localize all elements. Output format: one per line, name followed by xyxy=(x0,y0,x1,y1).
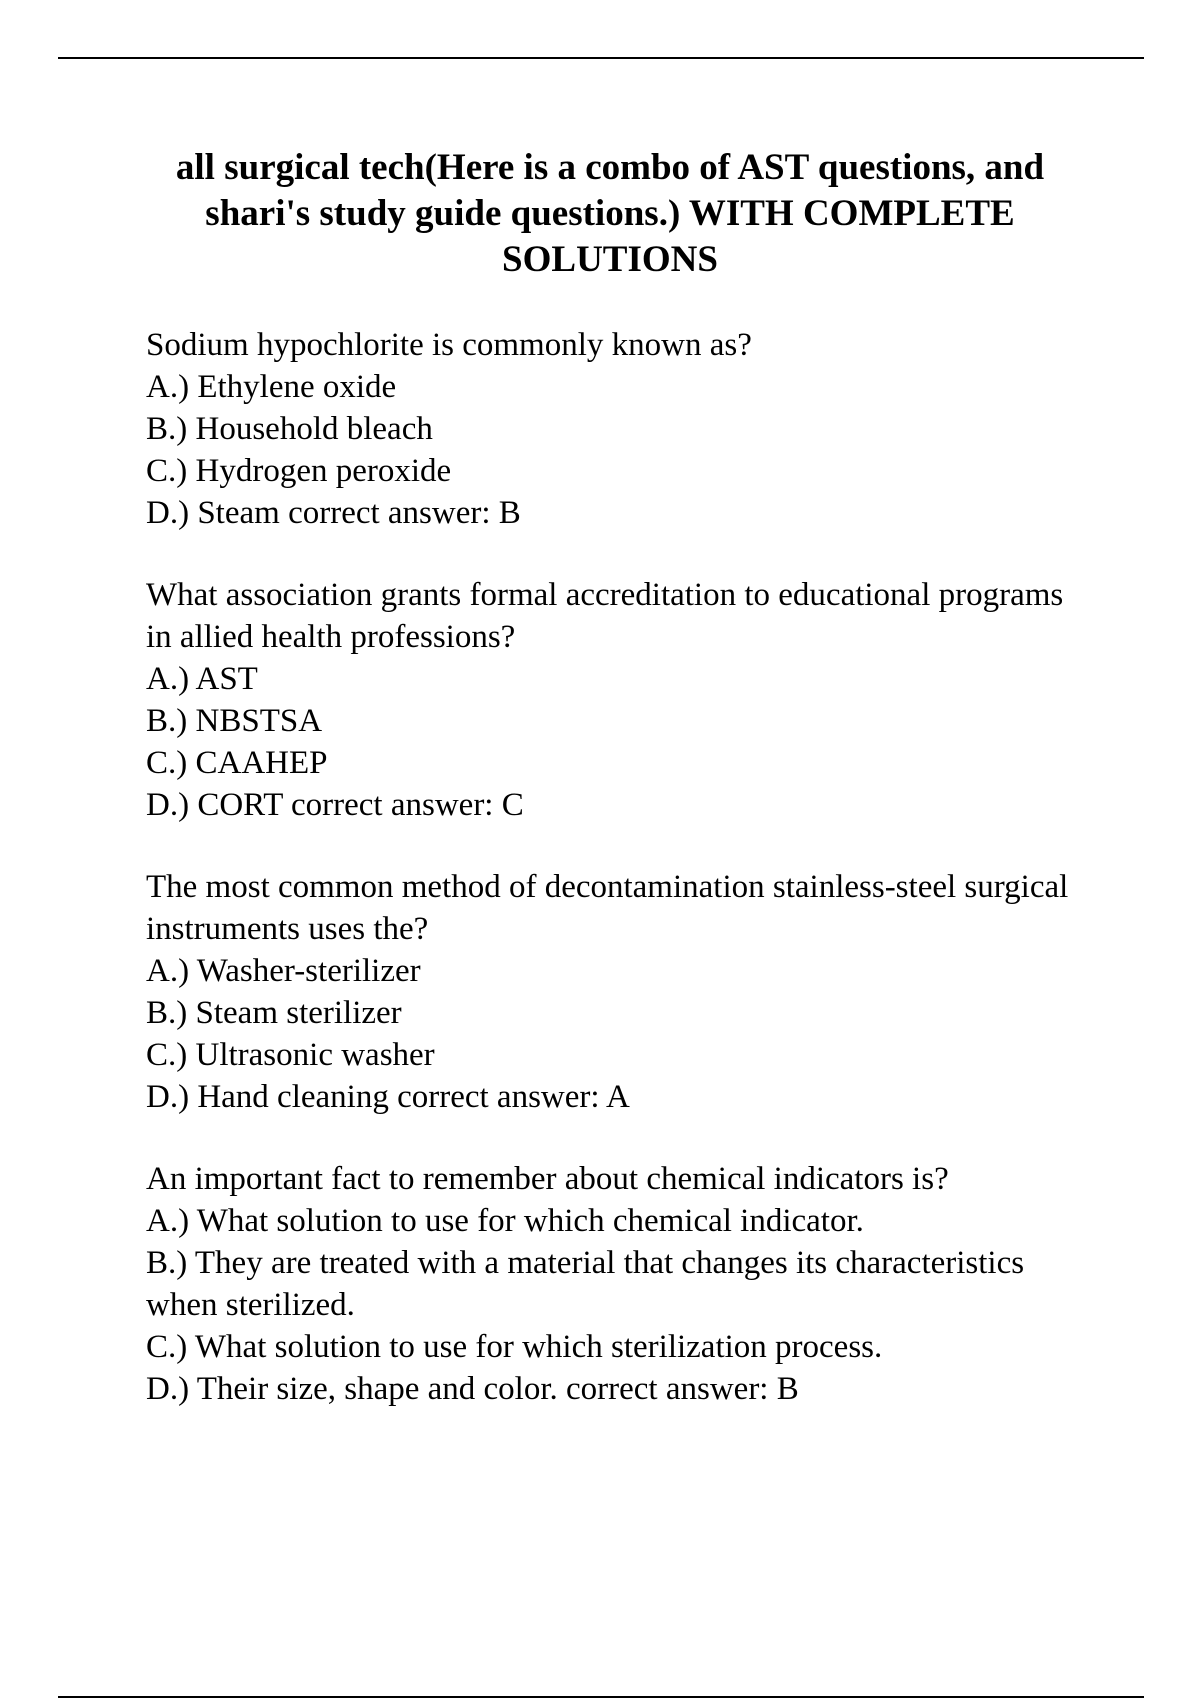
option-b: B.) They are treated with a material that changes its characteristics when sterilized. xyxy=(146,1245,1025,1323)
answer-value: C xyxy=(501,787,524,823)
option-a: A.) AST xyxy=(146,661,258,697)
answer-label: correct answer: xyxy=(288,495,491,531)
option-d-with-answer xyxy=(146,1076,1086,1118)
option-c: C.) Ultrasonic washer xyxy=(146,1037,435,1073)
question-text: An important fact to remember about chemical indicators is? xyxy=(146,1161,949,1197)
question-text: The most common method of decontamination stainless-steel surgical instruments uses the? xyxy=(146,869,1069,947)
question-2 xyxy=(146,574,1086,826)
option-b: B.) Household bleach xyxy=(146,411,433,447)
option-a: A.) Washer-sterilizer xyxy=(146,953,421,989)
option-b: B.) Steam sterilizer xyxy=(146,995,402,1031)
question-1 xyxy=(146,324,1086,534)
option-d-with-answer xyxy=(146,492,1086,534)
option-b: B.) NBSTSA xyxy=(146,703,323,739)
question-3 xyxy=(146,866,1086,1118)
question-text: Sodium hypochlorite is commonly known as? xyxy=(146,327,752,363)
option-d: D.) CORT xyxy=(146,787,283,823)
top-divider xyxy=(58,57,1144,59)
option-c: C.) What solution to use for which sterilization process. xyxy=(146,1329,883,1365)
question-list xyxy=(146,324,1086,1450)
option-d: D.) Steam xyxy=(146,495,280,531)
option-d-with-answer xyxy=(146,784,1086,826)
option-c: C.) CAAHEP xyxy=(146,745,328,781)
option-d: D.) Their size, shape and color. xyxy=(146,1371,558,1407)
option-d: D.) Hand cleaning xyxy=(146,1079,389,1115)
bottom-divider xyxy=(58,1696,1144,1698)
answer-value: B xyxy=(498,495,521,531)
question-text: What association grants formal accreditation to educational programs in allied health professions? xyxy=(146,577,1064,655)
option-a: A.) Ethylene oxide xyxy=(146,369,397,405)
answer-label: correct answer: xyxy=(566,1371,769,1407)
answer-value: B xyxy=(776,1371,799,1407)
document-title: all surgical tech(Here is a combo of AST questions, and shari's study guide questions.) WITH COMPLETE SOLUTIONS xyxy=(175,147,1045,280)
question-4 xyxy=(146,1158,1086,1410)
answer-value: A xyxy=(605,1079,630,1115)
option-d-with-answer xyxy=(146,1368,1086,1410)
option-a: A.) What solution to use for which chemical indicator. xyxy=(146,1203,864,1239)
answer-label: correct answer: xyxy=(291,787,494,823)
answer-label: correct answer: xyxy=(397,1079,600,1115)
option-c: C.) Hydrogen peroxide xyxy=(146,453,452,489)
